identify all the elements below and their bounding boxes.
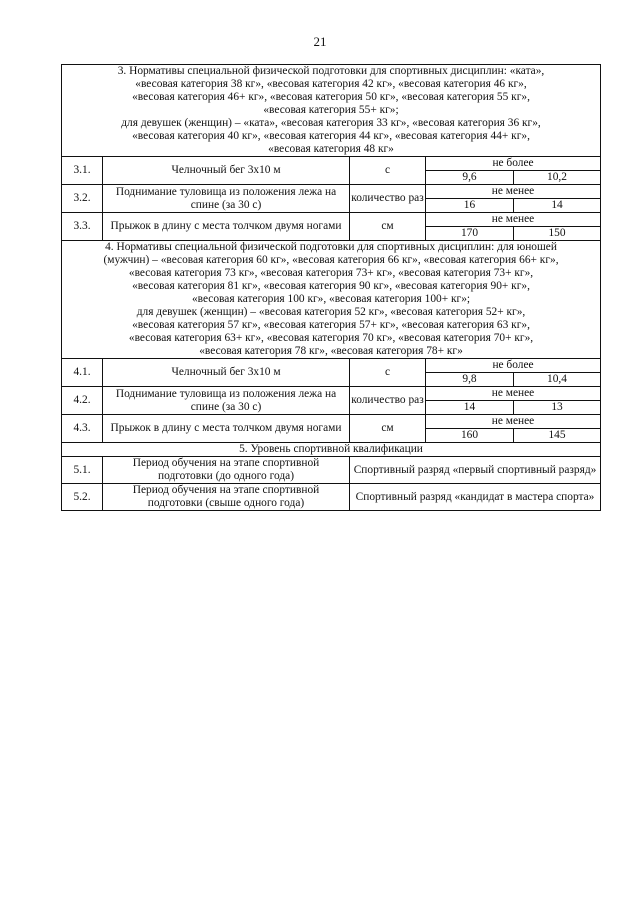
condition: не менее [426, 213, 601, 227]
value-boys: 16 [426, 199, 514, 213]
table-row [62, 387, 601, 401]
unit: с [350, 157, 426, 185]
exercise-name: Поднимание туловища из положения лежа на спине (за 30 с) [103, 387, 350, 415]
table-row [62, 157, 601, 171]
table-row [62, 415, 601, 429]
exercise-name: Поднимание туловища из положения лежа на спине (за 30 с) [103, 185, 350, 213]
section-5-title: 5. Уровень спортивной квалификации [62, 443, 601, 457]
value-boys: 160 [426, 429, 514, 443]
period: Период обучения на этапе спортивной подготовки (свыше одного года) [103, 484, 350, 511]
condition: не более [426, 359, 601, 373]
value-girls: 150 [514, 227, 601, 241]
unit: с [350, 359, 426, 387]
row-number: 3.2. [62, 185, 103, 213]
value-boys: 9,8 [426, 373, 514, 387]
exercise-name: Челночный бег 3х10 м [103, 157, 350, 185]
row-number: 5.1. [62, 457, 103, 484]
value-girls: 145 [514, 429, 601, 443]
norms-table [61, 64, 601, 511]
value-boys: 9,6 [426, 171, 514, 185]
value-boys: 170 [426, 227, 514, 241]
unit: см [350, 213, 426, 241]
value-girls: 10,2 [514, 171, 601, 185]
value-girls: 10,4 [514, 373, 601, 387]
row-number: 5.2. [62, 484, 103, 511]
page-number: 21 [313, 34, 327, 49]
table-row [62, 484, 601, 511]
row-number: 3.1. [62, 157, 103, 185]
sport-rank: Спортивный разряд «кандидат в мастера спорта» [350, 484, 601, 511]
table-row [62, 185, 601, 199]
exercise-name: Прыжок в длину с места толчком двумя ногами [103, 415, 350, 443]
row-number: 3.3. [62, 213, 103, 241]
section-3-header [62, 65, 601, 157]
sport-rank: Спортивный разряд «первый спортивный разряд» [350, 457, 601, 484]
exercise-name: Челночный бег 3х10 м [103, 359, 350, 387]
table-row [62, 457, 601, 484]
table-row [62, 359, 601, 373]
section-3-title: 3. Нормативы специальной физической подготовки для спортивных дисциплин: «ката», «весовая категория 38 кг», «весовая категория 42 кг», «весовая категория 46 кг», «весовая категория 46+ кг», «весовая категория 50 кг», «весовая категория 55 кг», «весовая категория 55+ кг»; для девушек (женщин) – «ката», «весовая категория 33 кг», «весовая категория 36 кг», «весовая категория 40 кг», «весовая категория 44 кг», «весовая категория 44+ кг», «весовая категория 48 кг» [62, 65, 601, 157]
unit: количество раз [350, 185, 426, 213]
condition: не менее [426, 185, 601, 199]
row-number: 4.3. [62, 415, 103, 443]
period: Период обучения на этапе спортивной подготовки (до одного года) [103, 457, 350, 484]
condition: не более [426, 157, 601, 171]
value-girls: 14 [514, 199, 601, 213]
section-5-header [62, 443, 601, 457]
unit: количество раз [350, 387, 426, 415]
condition: не менее [426, 415, 601, 429]
table-row [62, 213, 601, 227]
value-boys: 14 [426, 401, 514, 415]
unit: см [350, 415, 426, 443]
exercise-name: Прыжок в длину с места толчком двумя ногами [103, 213, 350, 241]
row-number: 4.2. [62, 387, 103, 415]
section-4-title: 4. Нормативы специальной физической подготовки для спортивных дисциплин: для юношей (мужчин) – «весовая категория 60 кг», «весовая категория 66 кг», «весовая категория 66+ кг», «весовая категория 73 кг», «весовая категория 73+ кг», «весовая категория 73+ кг», «весовая категория 81 кг», «весовая категория 90 кг», «весовая категория 90+ кг», «весовая категория 100 кг», «весовая категория 100+ кг»; для девушек (женщин) – «весовая категория 52 кг», «весовая категория 52+ кг», «весовая категория 57 кг», «весовая категория 57+ кг», «весовая категория 63 кг», «весовая категория 63+ кг», «весовая категория 70 кг», «весовая категория 70+ кг», «весовая категория 78 кг», «весовая категория 78+ кг» [62, 241, 601, 359]
condition: не менее [426, 387, 601, 401]
section-4-header [62, 241, 601, 359]
row-number: 4.1. [62, 359, 103, 387]
value-girls: 13 [514, 401, 601, 415]
